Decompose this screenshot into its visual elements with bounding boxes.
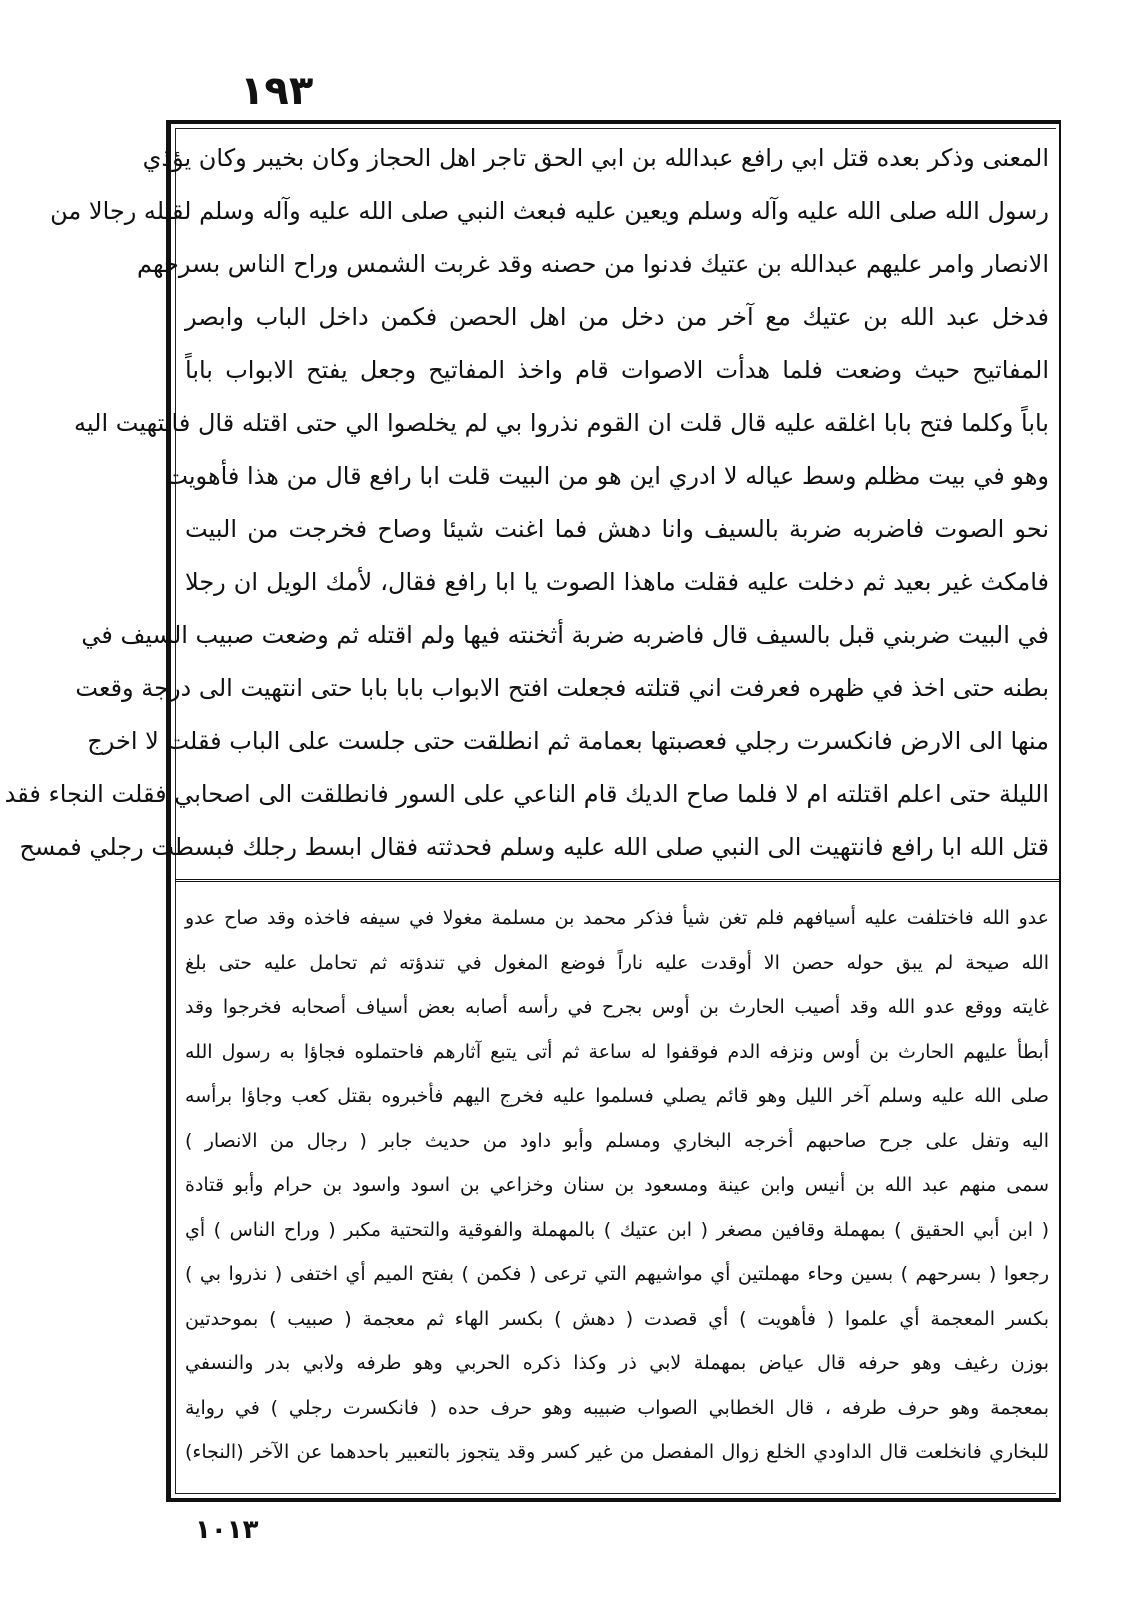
main-text-line: المعنى وذكر بعده قتل ابي رافع عبدالله بن ابي الحق تاجر اهل الحجاز وكان بخيبر وكان يؤذي [142, 144, 1049, 172]
main-text-line: فامكث غير بعيد ثم دخلت عليه فقلت ماهذا الصوت يا ابا رافع فقال، لأمك الويل ان رجلا [185, 568, 1049, 596]
main-text-line: منها الى الارض فانكسرت رجلي فعصبتها بعمامة ثم انطلقت حتى جلست على الباب فقلت لا اخرج [87, 727, 1049, 755]
page-frame [4, 120, 1061, 1502]
commentary-line: بوزن رغيف وهو حرفه قال عياض بمهملة لابي ذر وكذا ذكره الحربي وهو طرفه ولابي بدر والنسفي [185, 1352, 1049, 1374]
commentary-line: الله صيحة لم يبق حوله حصن الا أوقدت عليه ناراً فوضع المغول في تندؤته ثم تحامل عليه حتى بلغ [185, 951, 1049, 974]
main-text-line: وهو في بيت مظلم وسط عياله لا ادري اين هو من البيت قلت ابا رافع قال من هذا فأهويت [165, 462, 1049, 490]
text-divider [175, 879, 1059, 882]
main-text-line: الانصار وامر عليهم عبدالله بن عتيك فدنوا من حصنه وقد غربت الشمس وراح الناس بسرحهم [136, 250, 1049, 278]
main-text-line: المفاتيح حيث وضعت فلما هدأت الاصوات قام واخذ المفاتيح وجعل يفتح الابواب باباً [185, 356, 1049, 384]
commentary-text [185, 896, 1049, 1475]
commentary-line: غايته ووقع عدو الله وقد أصيب الحارث بن أوس بجرح في رأسه أصابه بعض أسياف أصحابه فخرجوا وقد [185, 996, 1049, 1018]
commentary-line: بكسر المعجمة أي علموا ( فأهويت ) أي قصدت ( دهش ) بكسر الهاء ثم معجمة ( صبيب ) بموحدتين [185, 1307, 1049, 1330]
commentary-line: رجعوا ( بسرحهم ) بسين وحاء مهملتين أي مواشيهم التي ترعى ( فكمن ) بفتح الميم أي اختفى ( نذروا بي ) [185, 1263, 1049, 1285]
commentary-line: ( ابن أبي الحقيق ) بمهملة وقافين مصغر ( ابن عتيك ) بالمهملة والفوقية والتحتية مكبر ( وراح الناس ) أي [185, 1218, 1049, 1241]
commentary-line: صلى الله عليه وسلم آخر الليل وهو قائم يصلي فسلموا عليه فخرج اليهم فأخبروه بقتل كعب وجاؤا برأسه [185, 1085, 1049, 1107]
commentary-line: بمعجمة وهو حرف طرفه ، قال الخطابي الصواب ضبيبه وهو حرف حده ( فانكسرت رجلي ) في رواية [185, 1396, 1049, 1419]
commentary-line: أبطأ عليهم الحارث بن أوس ونزفه الدم فوقفوا له ساعة ثم أتى يتبع آثارهم فاحتملوه فجاؤا به رسول الله [185, 1040, 1049, 1063]
commentary-line: عدو الله فاختلفت عليه أسيافهم فلم تغن شيأ فذكر محمد بن مسلمة مغولا في سيفه فاخذه وقد صاح عدو [185, 907, 1049, 929]
commentary-line: سمى منهم عبد الله بن أنيس وابن عينة ومسعود بن سنان وخزاعي بن اسود واسود بن حرام وأبو قتادة [185, 1174, 1049, 1196]
main-text [4, 132, 1049, 874]
main-text-line: باباً وكلما فتح بابا اغلقه عليه قال قلت ان القوم نذروا بي لم يخلصوا الي حتى اقتله قال فانتهيت اليه [74, 409, 1049, 437]
commentary-line: للبخاري فانخلعت قال الداودي الخلع زوال المفصل من غير كسر وقد يتجوز بالتعبير باحدهما عن الآخر (النجاء) [185, 1441, 1049, 1463]
commentary-line: اليه وتفل على جرح صاحبهم أخرجه البخاري ومسلم وأبو داود من حديث جابر ( رجال من الانصار ) [185, 1129, 1049, 1152]
footer-number: ١٠١٣ [195, 1515, 259, 1545]
main-text-line: بطنه حتى اخذ في ظهره فعرفت اني قتلته فجعلت افتح الابواب بابا بابا حتى انتهيت الى درجة وقعت [75, 674, 1049, 702]
main-text-line: رسول الله صلى الله عليه وآله وسلم ويعين عليه فبعث النبي صلى الله عليه وآله وسلم لقتله رجالا من [50, 197, 1049, 225]
main-text-line: فدخل عبد الله بن عتيك مع آخر من دخل من اهل الحصن فكمن داخل الباب وابصر [185, 303, 1049, 331]
page-number: ١٩٣ [240, 68, 314, 114]
main-text-line: قتل الله ابا رافع فانتهيت الى النبي صلى الله عليه وسلم فحدثته فقال ابسط رجلك فبسطت رجلي فمسح [19, 833, 1049, 861]
main-text-line: الليلة حتى اعلم اقتلته ام لا فلما صاح الديك قام الناعي على السور فانطلقت الى اصحابي فقلت النجاء فقد [4, 780, 1049, 808]
main-text-line: في البيت ضربني قبل بالسيف قال فاضربه ضربة أثخنته فيها ولم اقتله ثم وضعت صبيب السيف في [81, 621, 1049, 649]
main-text-line: نحو الصوت فاضربه ضربة بالسيف وانا دهش فما اغنت شيئا وصاح فخرجت من البيت [185, 515, 1049, 543]
